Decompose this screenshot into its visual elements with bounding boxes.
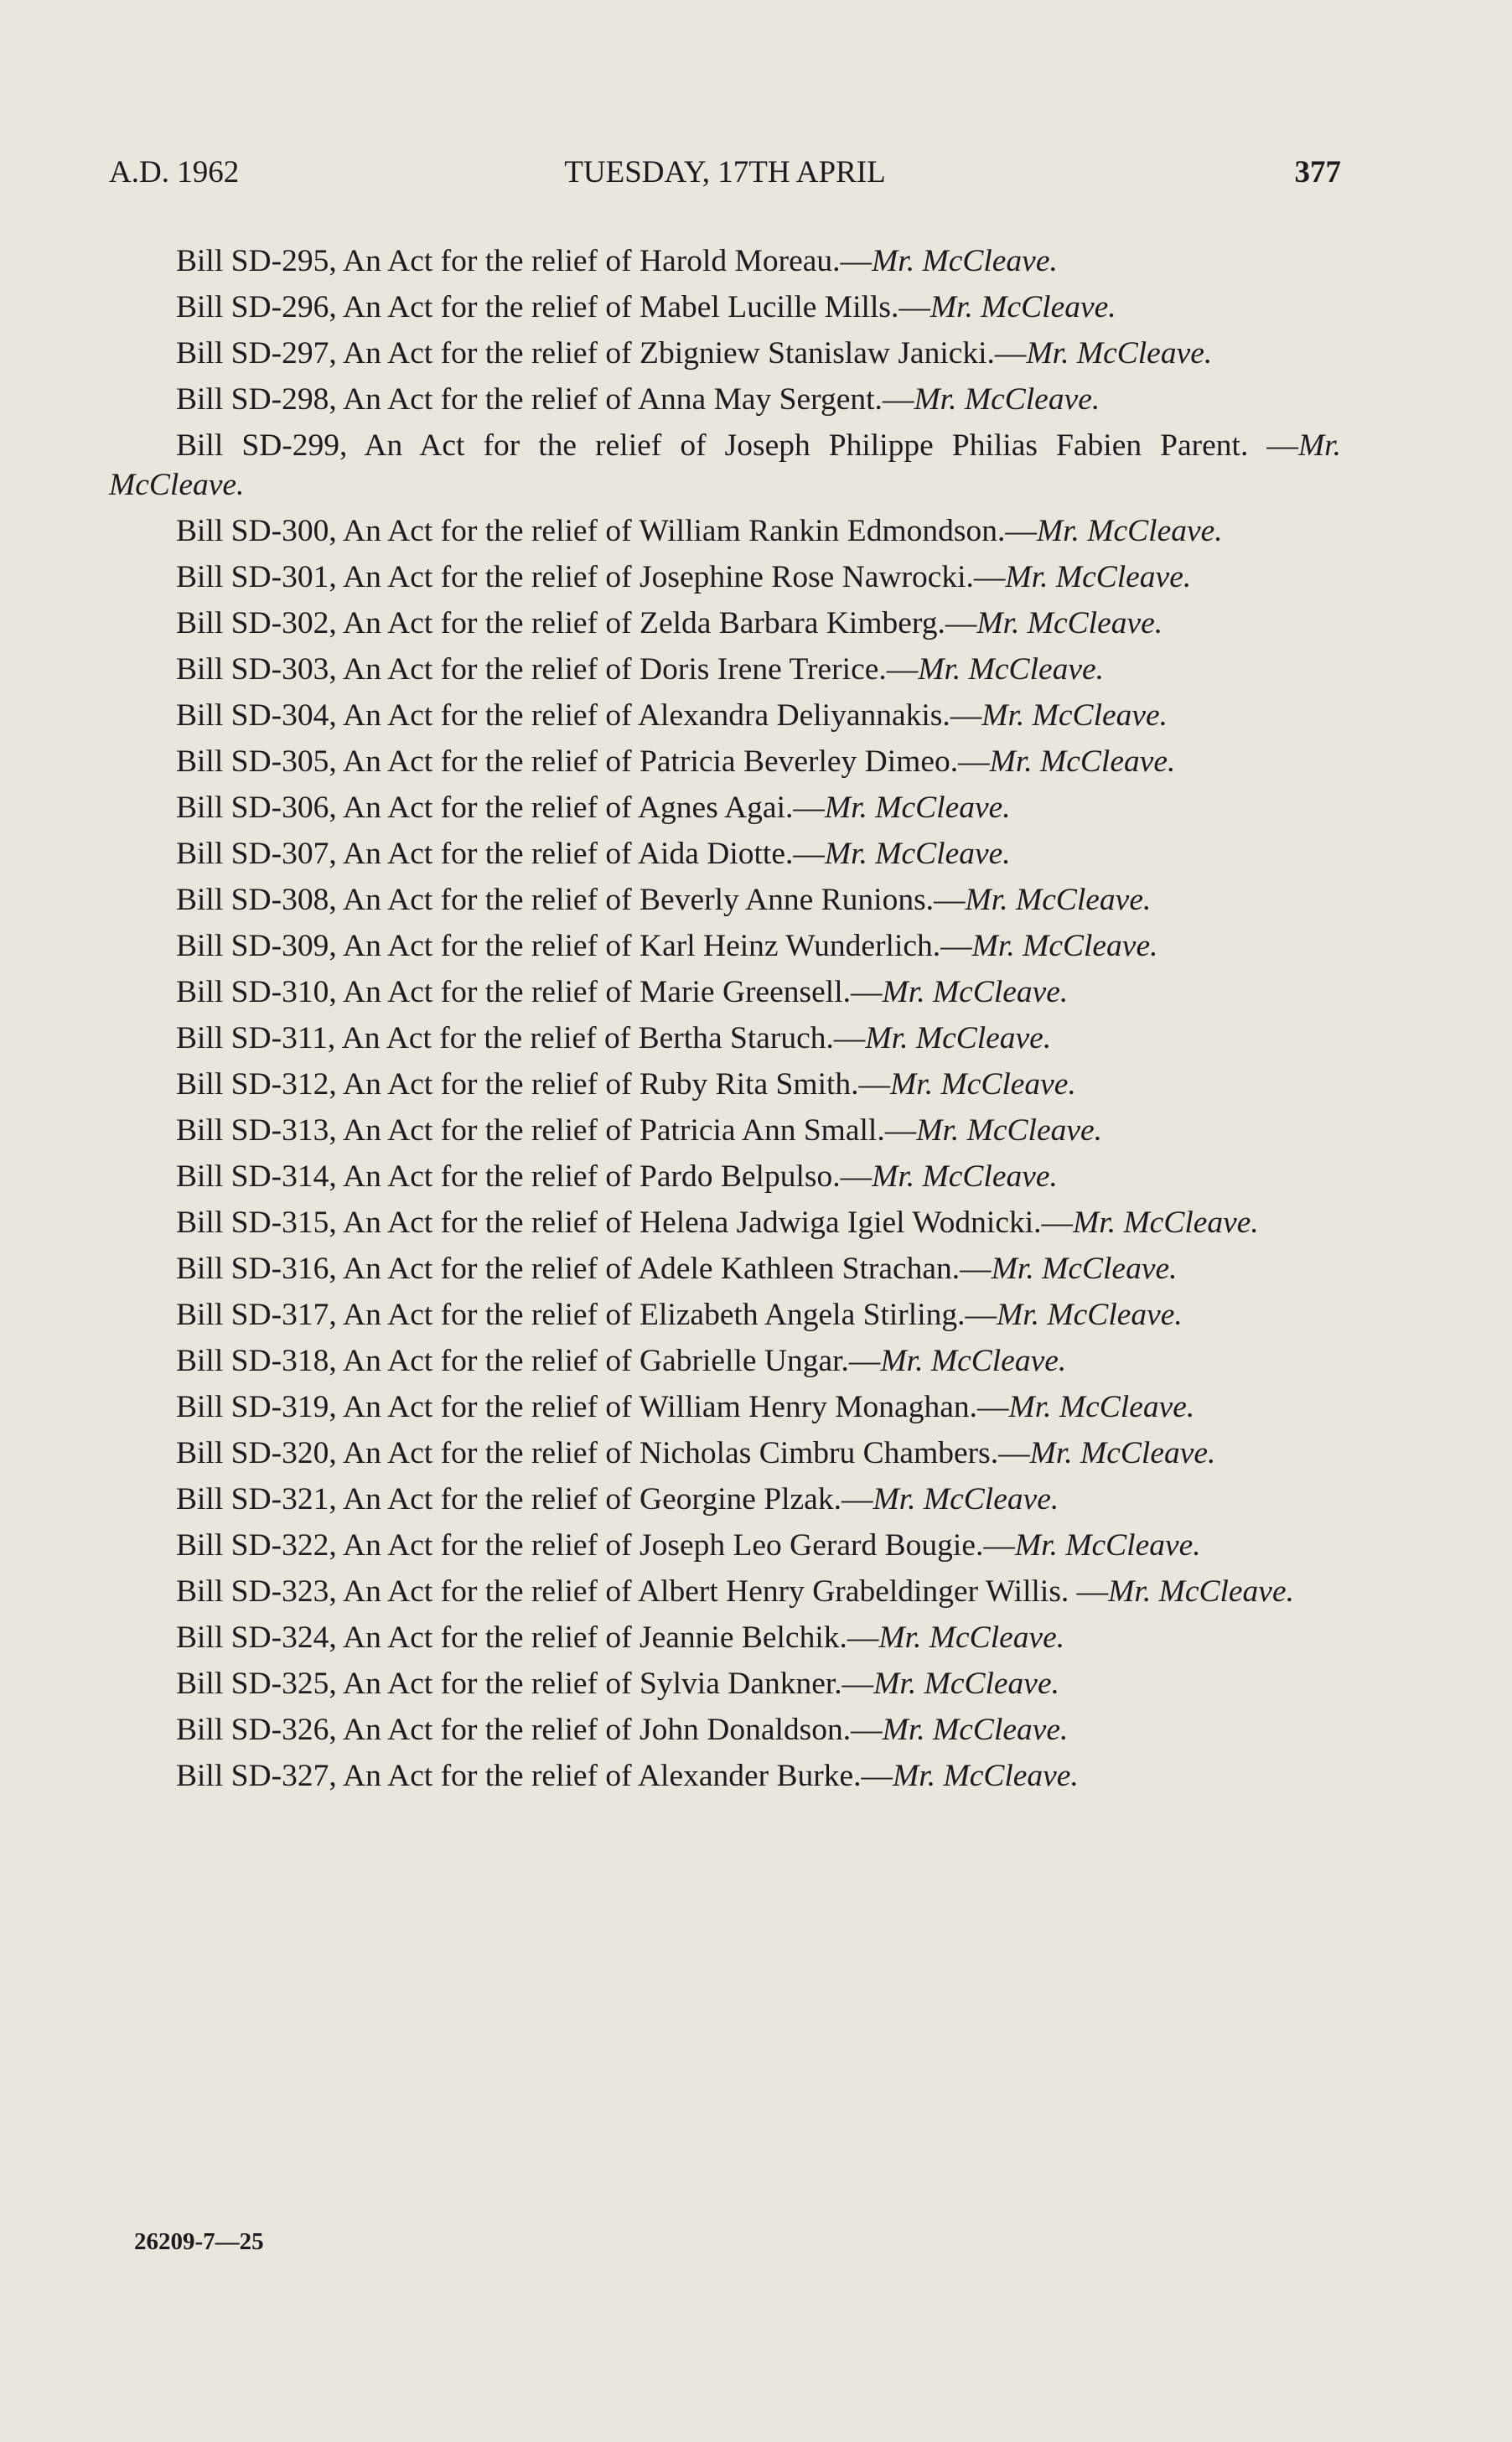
bill-entry (109, 880, 1341, 920)
bill-entry (109, 1664, 1341, 1703)
bill-entry (109, 288, 1341, 327)
bill-mover: Mr. McCleave. (1026, 336, 1213, 371)
bill-text: Bill SD-297, An Act for the relief of Zbigniew Stanislaw Janicki.— (176, 336, 1027, 371)
bill-mover: Mr. McCleave. (890, 1067, 1076, 1102)
bill-mover: Mr. McCleave. (1073, 1205, 1259, 1240)
bill-mover: Mr. McCleave. (109, 428, 1341, 502)
bill-mover: Mr. McCleave. (1014, 1528, 1201, 1563)
bill-text: Bill SD-316, An Act for the relief of Adele Kathleen Strachan.— (176, 1252, 992, 1286)
bill-text: Bill SD-295, An Act for the relief of Harold Moreau.— (176, 244, 873, 278)
bill-mover: Mr. McCleave. (971, 929, 1158, 963)
bill-text: Bill SD-322, An Act for the relief of Joseph Leo Gerard Bougie.— (176, 1528, 1015, 1563)
bill-mover: Mr. McCleave. (965, 883, 1152, 917)
bill-entry (109, 511, 1341, 551)
bill-entry (109, 1203, 1341, 1242)
bill-text: Bill SD-323, An Act for the relief of Albert Henry Grabeldinger Willis. — (176, 1574, 1109, 1609)
page-header (109, 151, 1341, 194)
bill-text: Bill SD-305, An Act for the relief of Patricia Beverley Dimeo.— (176, 744, 990, 779)
bill-mover: Mr. McCleave. (824, 837, 1011, 871)
bill-entry (109, 1387, 1341, 1427)
bill-mover: Mr. McCleave. (918, 652, 1105, 687)
bill-text: Bill SD-311, An Act for the relief of Bertha Staruch.— (176, 1021, 866, 1055)
bill-text: Bill SD-300, An Act for the relief of William Rankin Edmondson.— (176, 514, 1037, 548)
bill-mover: Mr. McCleave. (1008, 1390, 1195, 1424)
bill-text: Bill SD-304, An Act for the relief of Alexandra Deliyannakis.— (176, 698, 982, 733)
bill-text: Bill SD-321, An Act for the relief of Georgine Plzak.— (176, 1482, 873, 1517)
bill-mover: Mr. McCleave. (914, 382, 1100, 417)
bill-mover: Mr. McCleave. (880, 1344, 1067, 1378)
bill-text: Bill SD-318, An Act for the relief of Gabrielle Ungar.— (176, 1344, 881, 1378)
bill-text: Bill SD-327, An Act for the relief of Alexander Burke.— (176, 1759, 893, 1793)
bill-mover: Mr. McCleave. (1036, 514, 1223, 548)
bill-mover: Mr. McCleave. (1108, 1574, 1294, 1609)
bill-mover: Mr. McCleave. (1005, 560, 1192, 594)
bill-entry (109, 1526, 1341, 1565)
bill-entry (109, 557, 1341, 597)
bill-entry (109, 1341, 1341, 1381)
bill-text: Bill SD-301, An Act for the relief of Josephine Rose Nawrocki.— (176, 560, 1006, 594)
bill-text: Bill SD-298, An Act for the relief of Anna May Sergent.— (176, 382, 914, 417)
bill-entry (109, 834, 1341, 874)
bill-text: Bill SD-302, An Act for the relief of Zelda Barbara Kimberg.— (176, 606, 977, 640)
bill-mover: Mr. McCleave. (916, 1113, 1103, 1148)
bill-mover: Mr. McCleave. (991, 1252, 1178, 1286)
bill-entry (109, 1480, 1341, 1519)
bill-mover: Mr. McCleave. (882, 1713, 1069, 1747)
bill-text: Bill SD-296, An Act for the relief of Mabel Lucille Mills.— (176, 290, 930, 324)
bill-entry (109, 1019, 1341, 1058)
bill-text: Bill SD-314, An Act for the relief of Pardo Belpulso.— (176, 1159, 873, 1194)
bill-entry (109, 926, 1341, 966)
bill-mover: Mr. McCleave. (824, 791, 1011, 825)
bill-text: Bill SD-315, An Act for the relief of Helena Jadwiga Igiel Wodnicki.— (176, 1205, 1074, 1240)
bill-entry (109, 1710, 1341, 1750)
bill-text: Bill SD-317, An Act for the relief of Elizabeth Angela Stirling.— (176, 1298, 997, 1332)
bill-mover: Mr. McCleave. (929, 290, 1116, 324)
printer-signature: 26209-7—25 (134, 2228, 264, 2255)
bill-list (109, 241, 1341, 1802)
bill-text: Bill SD-320, An Act for the relief of Nicholas Cimbru Chambers.— (176, 1436, 1030, 1470)
header-date: TUESDAY, 17TH APRIL (564, 155, 886, 189)
bill-mover: Mr. McCleave. (882, 975, 1069, 1009)
bill-mover: Mr. McCleave. (873, 1667, 1059, 1701)
bill-entry (109, 650, 1341, 689)
bill-entry (109, 1295, 1341, 1335)
bill-text: Bill SD-299, An Act for the relief of Joseph Philippe Philias Fabien Parent. — (176, 428, 1298, 463)
bill-mover: Mr. McCleave. (893, 1759, 1079, 1793)
bill-mover: Mr. McCleave. (873, 1482, 1059, 1517)
bill-mover: Mr. McCleave. (989, 744, 1176, 779)
bill-entry (109, 972, 1341, 1012)
bill-text: Bill SD-308, An Act for the relief of Beverly Anne Runions.— (176, 883, 966, 917)
bill-text: Bill SD-309, An Act for the relief of Karl Heinz Wunderlich.— (176, 929, 972, 963)
bill-entry (109, 380, 1341, 419)
bill-text: Bill SD-319, An Act for the relief of William Henry Monaghan.— (176, 1390, 1009, 1424)
bill-entry (109, 1572, 1341, 1611)
bill-entry (109, 1756, 1341, 1796)
bill-mover: Mr. McCleave. (981, 698, 1168, 733)
bill-mover: Mr. McCleave. (997, 1298, 1183, 1332)
bill-entry (109, 1111, 1341, 1150)
bill-text: Bill SD-303, An Act for the relief of Doris Irene Trerice.— (176, 652, 919, 687)
bill-text: Bill SD-324, An Act for the relief of Jeannie Belchik.— (176, 1620, 879, 1655)
bill-text: Bill SD-312, An Act for the relief of Ruby Rita Smith.— (176, 1067, 891, 1102)
bill-mover: Mr. McCleave. (872, 244, 1058, 278)
bill-text: Bill SD-326, An Act for the relief of John Donaldson.— (176, 1713, 883, 1747)
bill-entry (109, 788, 1341, 827)
bill-text: Bill SD-306, An Act for the relief of Agnes Agai.— (176, 791, 825, 825)
bill-mover: Mr. McCleave. (878, 1620, 1065, 1655)
bill-entry (109, 426, 1341, 505)
bill-entry (109, 696, 1341, 735)
bill-mover: Mr. McCleave. (872, 1159, 1058, 1194)
page-number: 377 (1294, 155, 1341, 189)
bill-mover: Mr. McCleave. (976, 606, 1163, 640)
bill-entry (109, 1434, 1341, 1473)
header-year: A.D. 1962 (109, 155, 240, 189)
bill-entry (109, 334, 1341, 373)
bill-text: Bill SD-325, An Act for the relief of Sylvia Dankner.— (176, 1667, 874, 1701)
bill-text: Bill SD-307, An Act for the relief of Aida Diotte.— (176, 837, 825, 871)
bill-entry (109, 241, 1341, 281)
bill-entry (109, 1157, 1341, 1196)
bill-entry (109, 742, 1341, 781)
bill-text: Bill SD-310, An Act for the relief of Marie Greensell.— (176, 975, 883, 1009)
bill-entry (109, 604, 1341, 643)
bill-mover: Mr. McCleave. (865, 1021, 1052, 1055)
bill-entry (109, 1249, 1341, 1288)
bill-entry (109, 1065, 1341, 1104)
bill-mover: Mr. McCleave. (1029, 1436, 1216, 1470)
bill-text: Bill SD-313, An Act for the relief of Patricia Ann Small.— (176, 1113, 917, 1148)
bill-entry (109, 1618, 1341, 1657)
